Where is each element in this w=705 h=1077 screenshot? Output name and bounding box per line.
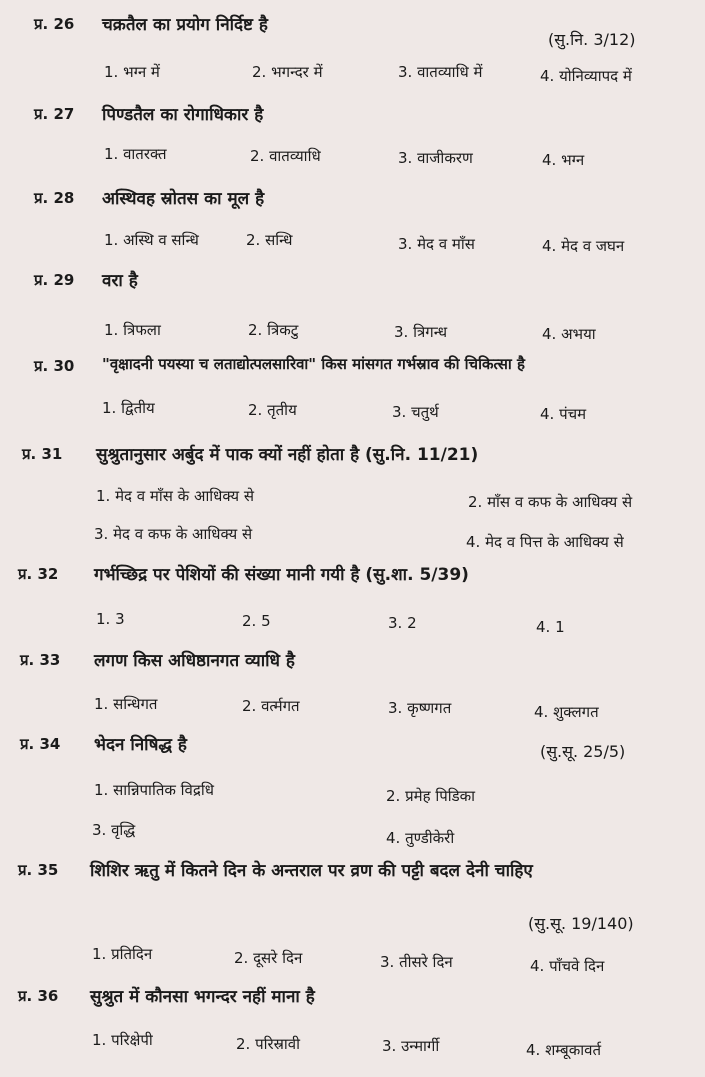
option-4: 4. पाँचवे दिन — [530, 957, 605, 975]
option-4: 4. मेद व जघन — [542, 237, 625, 255]
option-3: 3. त्रिगन्ध — [394, 323, 448, 341]
option-3: 3. 2 — [388, 614, 417, 632]
option-3: 3. मेद व कफ के आधिक्य से — [94, 525, 253, 543]
question-text: पिण्डतैल का रोगाधिकार है — [102, 105, 264, 125]
option-1: 1. 3 — [96, 610, 125, 628]
option-1: 1. सन्धिगत — [94, 695, 158, 713]
option-3: 3. मेद व माँस — [398, 235, 475, 253]
option-2: 2. माँस व कफ के आधिक्य से — [468, 493, 633, 511]
question-number: प्र. 33 — [20, 651, 61, 669]
option-4: 4. 1 — [536, 618, 565, 636]
option-3: 3. उन्मार्गी — [382, 1037, 440, 1055]
option-4: 4. मेद व पित्त के आधिक्य से — [466, 533, 624, 551]
option-4: 4. शुक्लगत — [534, 703, 599, 721]
option-2: 2. 5 — [242, 612, 271, 630]
option-3: 3. तीसरे दिन — [380, 953, 453, 971]
question-number: प्र. 31 — [22, 445, 63, 463]
option-1: 1. वातरक्त — [104, 145, 167, 163]
option-4: 4. तुण्डीकेरी — [386, 829, 455, 847]
question-reference: (सु.सू. 25/5) — [540, 742, 626, 761]
question-number: प्र. 28 — [34, 189, 75, 207]
option-1: 1. भग्न में — [104, 63, 160, 81]
option-3: 3. वातव्याधि में — [398, 63, 483, 81]
question-number: प्र. 32 — [18, 565, 59, 583]
question-number: प्र. 35 — [18, 861, 59, 879]
option-4: 4. भग्न — [542, 151, 585, 169]
question-number: प्र. 34 — [20, 735, 61, 753]
question-text: "वृक्षादनी पयस्या च लताद्योत्पलसारिवा" किस मांसगत गर्भस्राव की चिकित्सा है — [102, 355, 525, 373]
option-1: 1. मेद व माँस के आधिक्य से — [96, 487, 255, 505]
question-text: लगण किस अधिष्ठानगत व्याधि है — [94, 651, 295, 671]
option-2: 2. प्रमेह पिडिका — [386, 787, 476, 805]
option-1: 1. प्रतिदिन — [92, 945, 153, 963]
question-number: प्र. 29 — [34, 271, 75, 289]
option-3: 3. वाजीकरण — [398, 149, 473, 167]
option-2: 2. वर्त्मगत — [242, 697, 300, 715]
question-text: चक्रतैल का प्रयोग निर्दिष्ट है — [102, 15, 268, 35]
option-1: 1. अस्थि व सन्धि — [104, 231, 199, 249]
option-4: 4. पंचम — [540, 405, 587, 423]
option-2: 2. वातव्याधि — [250, 147, 321, 165]
question-number: प्र. 26 — [34, 15, 75, 33]
question-text: अस्थिवह स्रोतस का मूल है — [102, 189, 265, 209]
question-reference: (सु.सू. 19/140) — [528, 914, 634, 933]
option-1: 1. परिक्षेपी — [92, 1031, 153, 1049]
option-3: 3. चतुर्थ — [392, 403, 439, 421]
option-1: 1. सान्निपातिक विद्रधि — [94, 781, 214, 799]
option-2: 2. भगन्दर में — [252, 63, 323, 81]
option-1: 1. त्रिफला — [104, 321, 161, 339]
question-number: प्र. 30 — [34, 357, 75, 375]
question-text: गर्भच्छिद्र पर पेशियों की संख्या मानी गयी है (सु.शा. 5/39) — [94, 565, 469, 585]
option-2: 2. दूसरे दिन — [234, 949, 303, 967]
question-number: प्र. 27 — [34, 105, 75, 123]
option-4: 4. अभया — [542, 325, 596, 343]
option-3: 3. कृष्णगत — [388, 699, 452, 717]
option-4: 4. शम्बूकावर्त — [526, 1041, 602, 1059]
option-2: 2. सन्धि — [246, 231, 293, 249]
option-4: 4. योनिव्यापद में — [540, 67, 632, 85]
option-3: 3. वृद्धि — [92, 821, 136, 839]
question-text: सुश्रुतानुसार अर्बुद में पाक क्यों नहीं होता है (सु.नि. 11/21) — [96, 445, 479, 465]
question-number: प्र. 36 — [18, 987, 59, 1005]
option-1: 1. द्वितीय — [102, 399, 155, 417]
question-text: सुश्रुत में कौनसा भगन्दर नहीं माना है — [90, 987, 315, 1007]
question-text: भेदन निषिद्ध है — [94, 735, 187, 755]
question-text: वरा है — [102, 271, 138, 291]
option-2: 2. त्रिकटु — [248, 321, 299, 339]
question-text: शिशिर ऋतु में कितने दिन के अन्तराल पर व्रण की पट्टी बदल देनी चाहिए — [90, 861, 533, 881]
question-reference: (सु.नि. 3/12) — [548, 30, 636, 49]
option-2: 2. तृतीय — [248, 401, 297, 419]
option-2: 2. परिस्रावी — [236, 1035, 301, 1053]
